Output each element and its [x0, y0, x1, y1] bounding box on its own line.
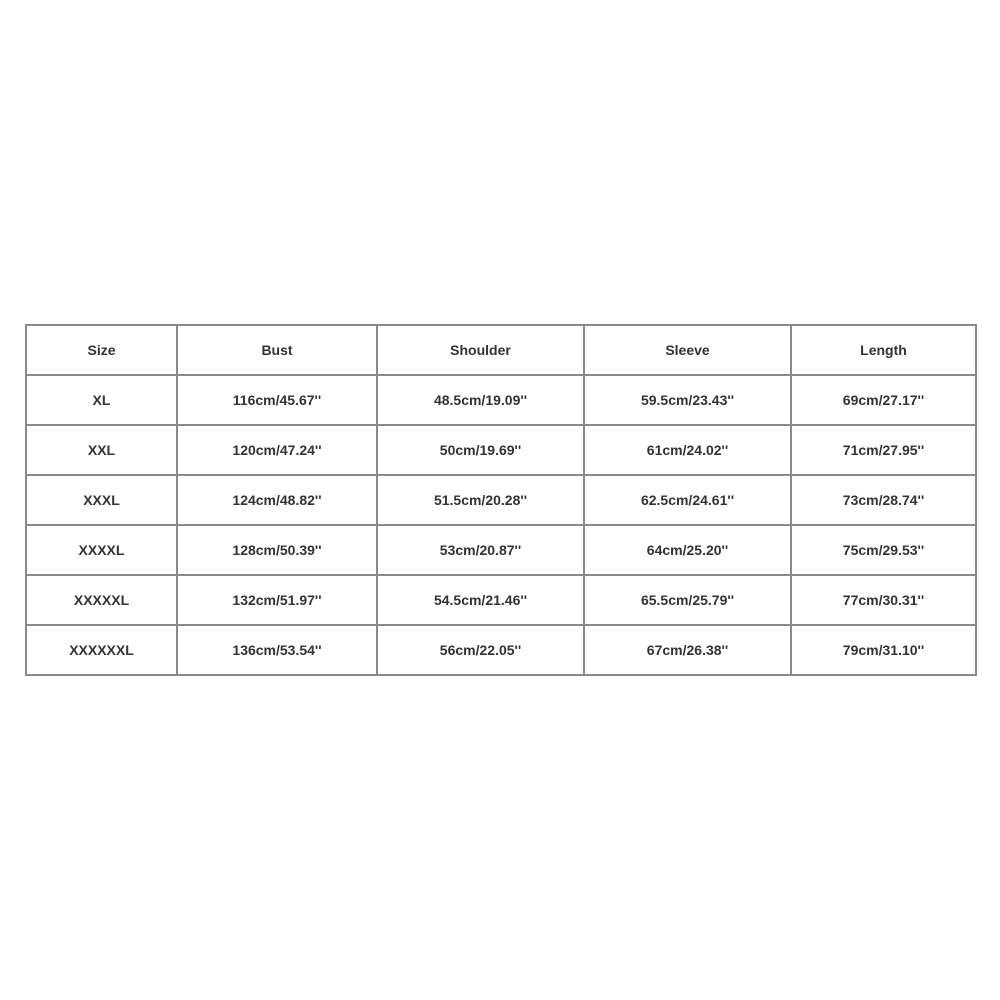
cell-bust: 132cm/51.97'' [177, 575, 377, 625]
cell-size: XXXXXXL [26, 625, 177, 675]
cell-shoulder: 50cm/19.69'' [377, 425, 584, 475]
cell-sleeve: 65.5cm/25.79'' [584, 575, 791, 625]
cell-shoulder: 54.5cm/21.46'' [377, 575, 584, 625]
size-chart-table [25, 324, 977, 676]
cell-length: 75cm/29.53'' [791, 525, 976, 575]
table-row [26, 525, 976, 575]
header-shoulder: Shoulder [377, 325, 584, 375]
cell-size: XXXL [26, 475, 177, 525]
header-row [26, 325, 976, 375]
cell-length: 79cm/31.10'' [791, 625, 976, 675]
header-size: Size [26, 325, 177, 375]
cell-size: XXXXXL [26, 575, 177, 625]
table-row [26, 475, 976, 525]
cell-bust: 124cm/48.82'' [177, 475, 377, 525]
header-bust: Bust [177, 325, 377, 375]
cell-shoulder: 56cm/22.05'' [377, 625, 584, 675]
cell-bust: 128cm/50.39'' [177, 525, 377, 575]
cell-shoulder: 51.5cm/20.28'' [377, 475, 584, 525]
cell-length: 77cm/30.31'' [791, 575, 976, 625]
header-length: Length [791, 325, 976, 375]
cell-length: 71cm/27.95'' [791, 425, 976, 475]
cell-shoulder: 53cm/20.87'' [377, 525, 584, 575]
table-row [26, 575, 976, 625]
header-sleeve: Sleeve [584, 325, 791, 375]
table-row [26, 625, 976, 675]
cell-sleeve: 67cm/26.38'' [584, 625, 791, 675]
cell-length: 73cm/28.74'' [791, 475, 976, 525]
cell-size: XXXXL [26, 525, 177, 575]
cell-bust: 136cm/53.54'' [177, 625, 377, 675]
cell-size: XL [26, 375, 177, 425]
cell-length: 69cm/27.17'' [791, 375, 976, 425]
cell-sleeve: 59.5cm/23.43'' [584, 375, 791, 425]
cell-sleeve: 61cm/24.02'' [584, 425, 791, 475]
table-row [26, 425, 976, 475]
cell-size: XXL [26, 425, 177, 475]
cell-sleeve: 62.5cm/24.61'' [584, 475, 791, 525]
cell-bust: 120cm/47.24'' [177, 425, 377, 475]
cell-bust: 116cm/45.67'' [177, 375, 377, 425]
table-row [26, 375, 976, 425]
cell-sleeve: 64cm/25.20'' [584, 525, 791, 575]
cell-shoulder: 48.5cm/19.09'' [377, 375, 584, 425]
